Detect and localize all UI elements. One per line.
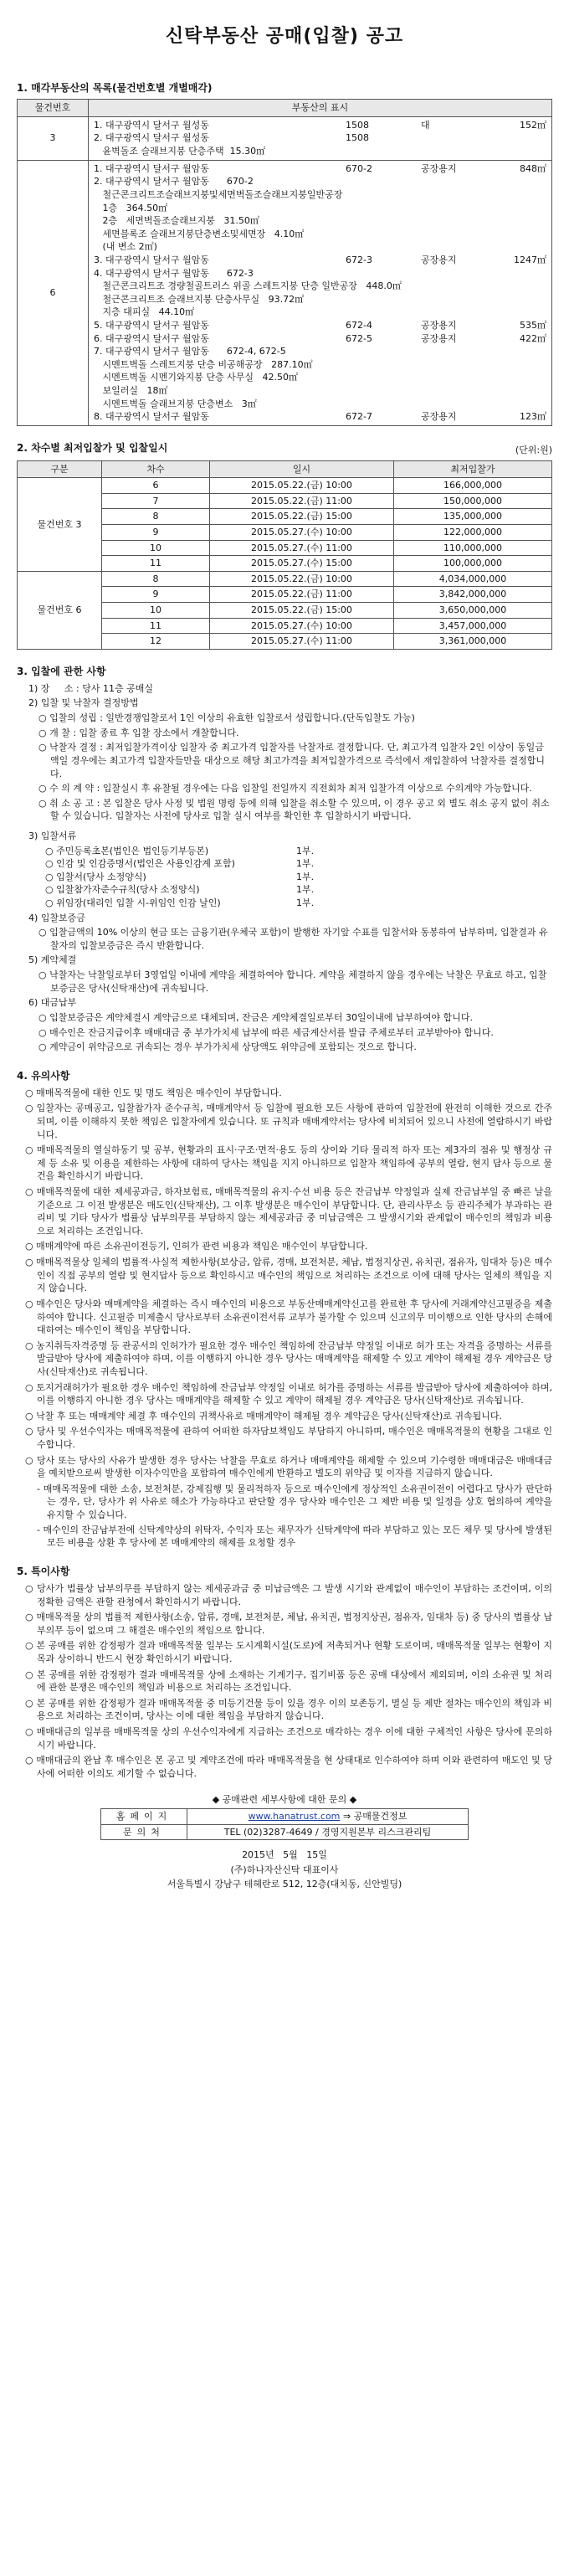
payment-heading: 6) 대금납부 <box>28 997 77 1009</box>
bid-min-price: 3,650,000,000 <box>394 603 552 619</box>
caution-item: ○ 당사 및 우선수익자는 매매목적물에 관하여 어떠한 하자담보책임도 부담하지 아니하며, 매수인은 매매목적물의 현황을 그대로 인수합니다. <box>25 1426 552 1450</box>
building-line: (내 변소 2㎡) <box>94 241 157 253</box>
section-5-title: 5. 특이사항 <box>17 1565 70 1577</box>
company-address: 서울특별시 강남구 테헤란로 512, 12층(대치동, 신안빌딩) <box>167 1879 402 1890</box>
bid-round: 9 <box>102 587 210 603</box>
payment-text: ○ 매수인은 잔금지급이후 매매대금 중 부가가치세 납부에 따른 세금계산서를 발급 주체로부터 교부받아야 합니다. <box>38 1026 494 1038</box>
bid-round: 7 <box>102 493 210 509</box>
lot-no: 1508 <box>346 132 369 144</box>
addr-line: 5. 대구광역시 달서구 월암동 <box>94 320 209 332</box>
bid-rule: ○ 취 소 공 고 : 본 입찰은 당사 사정 및 법원 명령 등에 의해 입찰을 취소할 수 있으며, 이 경우 공고 외 별도 취소 공지 없이 취소할 수 있습니다. 입찰자는 사전에 당사로 입찰 실시 여부를 확인한 후 입찰하시기 바랍니다. <box>38 797 550 822</box>
deposit-heading: 4) 입찰보증금 <box>28 912 85 923</box>
bid-schedule-table <box>17 460 552 650</box>
bid-datetime: 2015.05.22.(금) 15:00 <box>210 509 394 525</box>
lot-no: 1508 <box>346 119 369 131</box>
lot-no: 672-4 <box>346 320 372 332</box>
payment-text: ○ 계약금이 위약금으로 귀속되는 경우 부가가치세 상당액도 위약금에 포함되는 것으로 합니다. <box>38 1041 417 1053</box>
bid-round: 8 <box>102 509 210 525</box>
property-desc <box>89 116 552 160</box>
bid-datetime: 2015.05.22.(금) 15:00 <box>210 603 394 619</box>
land-kind: 공장용지 <box>421 162 457 174</box>
area: 152㎡ <box>520 119 546 131</box>
addr-line: 1. 대구광역시 달서구 월암동 <box>94 162 209 174</box>
company-name: (주)하나자산신탁 대표이사 <box>230 1864 339 1875</box>
lot-no: 670-2 <box>346 162 372 174</box>
addr-line: 7. 대구광역시 달서구 월암동 672-4, 672-5 <box>94 346 286 357</box>
building-line: 세면블록조 슬래브지붕단층변소및세면장 4.10㎡ <box>94 228 305 239</box>
bid-round: 10 <box>102 540 210 556</box>
col-header-datetime: 일시 <box>210 460 394 478</box>
payment-text: ○ 입찰보증금은 계약체결시 계약금으로 대체되며, 잔금은 계약체결일로부터 30일이내에 납부하여야 합니다. <box>38 1011 473 1023</box>
caution-item: ○ 입찰자는 공매공고, 입찰참가자 준수규칙, 매매계약서 등 입찰에 필요한 모든 사항에 관하여 입찰전에 완전히 이해한 것으로 간주되며, 이를 이해하지 못한 책임은 입찰자에게 있습니다. 또 규칙과 매매계약서는 당사에 비치되어 있으니 사전에 열람하시기 바랍니다. <box>25 1103 552 1140</box>
building-line: 보일러실 18㎡ <box>94 385 168 397</box>
building-line: 지층 대피실 44.10㎡ <box>94 306 195 318</box>
special-item: ○ 당사가 법률상 납부의무를 부담하지 않는 제세공과금 중 미납금액은 그 발생 시기와 관계없이 매수인이 부담하는 조건이며, 이의 정확한 금액은 관할 관청에서 확인하시기 바랍니다. <box>25 1582 552 1607</box>
bid-rule: ○ 수 의 계 약 : 입찰실시 후 유찰될 경우에는 다음 입찰일 전일까지 직전회차 최저 입찰가격 이상으로 수의계약 가능합니다. <box>38 783 532 794</box>
lot-no: 672-5 <box>346 332 372 344</box>
bid-min-price: 100,000,000 <box>394 556 552 572</box>
caution-item: ○ 매매목적물의 열실하동기 및 공부, 현황과의 표시·구조·면적·용도 등의 상이와 기타 물리적 하자 또는 제3자의 점유 및 행정상 규제 등 소유 및 이용을 제한하는 사항에 대하여 당사는 책임을 지지 아니하므로 입찰자 책임하에 공부의 열람, 현지 답사 등으로 물건을 확인하시기 바랍니다. <box>25 1144 552 1182</box>
bid-round: 8 <box>102 571 210 587</box>
col-header-min-price: 최저입찰가 <box>394 460 552 478</box>
bid-rule: ○ 입찰의 성립 : 일반경쟁입찰로서 1인 이상의 유효한 입찰로서 성립합니다.(단독입찰도 가능) <box>38 712 415 724</box>
bid-min-price: 135,000,000 <box>394 509 552 525</box>
property-row-3 <box>18 116 552 160</box>
bid-row <box>18 478 552 494</box>
caution-item: ○ 매수인은 당사와 매매계약을 체결하는 즉시 매수인의 비용으로 부동산매매계약신고를 완료한 후 당사에 거래계약신고필증을 제출하여야 합니다. 신고필증 미제출시 당사로부터 소유권이전서류 교부가 불가할 수 있으며 신고의무 미이행으로 인한 당사의 손해에 대하여는 매수인이 책임을 부담합니다. <box>25 1298 552 1336</box>
area: 422㎡ <box>520 332 546 344</box>
bid-method-heading: 2) 입찰 및 낙찰자 결정방법 <box>28 697 139 709</box>
col-header-no: 물건번호 <box>18 100 89 117</box>
contract-heading: 5) 계약체결 <box>28 954 77 966</box>
bid-datetime: 2015.05.27.(수) 11:00 <box>210 540 394 556</box>
land-kind: 공장용지 <box>421 332 457 344</box>
section-1-title: 1. 매각부동산의 목록(물건번호별 개별매각) <box>17 82 213 95</box>
bid-min-price: 166,000,000 <box>394 478 552 494</box>
doc-item: ○ 위임장(대리인 입찰 시-위임인 인감 날인) 1부. <box>45 897 315 909</box>
bid-round: 12 <box>102 634 210 650</box>
addr-line: 1. 대구광역시 달서구 월성동 <box>94 119 209 131</box>
section-4-title: 4. 유의사항 <box>17 1069 70 1082</box>
land-kind: 공장용지 <box>421 320 457 332</box>
building-line: 철근콘크리트조 슬래브지붕 단층사무실 93.72㎡ <box>94 293 305 305</box>
caution-item: ○ 낙찰 후 또는 매매계약 체결 후 매수인의 귀책사유로 매매계약이 해제될 경우 계약금은 당사(신탁재산)로 귀속됩니다. <box>25 1410 503 1422</box>
doc-item: ○ 주민등록초본(법인은 법인등기부등본) 1부. <box>45 845 315 856</box>
page-title: 신탁부동산 공매(입찰) 공고 <box>165 26 404 47</box>
special-item: ○ 매매대금의 일부를 매매목적물 상의 우선수익자에게 지급하는 조건으로 매각하는 경우 이에 대한 구체적인 사항은 당사에 문의하시기 바랍니다. <box>25 1725 552 1751</box>
doc-item: ○ 입찰서(당사 소정양식) 1부. <box>45 871 315 882</box>
bid-datetime: 2015.05.22.(금) 11:00 <box>210 493 394 509</box>
land-kind: 공장용지 <box>421 254 457 265</box>
notice-date: 2015년 5월 15일 <box>242 1849 327 1861</box>
bid-min-price: 150,000,000 <box>394 493 552 509</box>
special-item: ○ 매매목적물 상의 법률적 제한사항(소송, 압류, 경매, 보전처분, 체납, 유치권, 법정지상권, 점유자, 임대차 등) 중 당사의 법률상 납부의무 등이 없으며 그 해결은 매수인의 책임으로 합니다. <box>25 1612 552 1636</box>
bid-min-price: 110,000,000 <box>394 540 552 556</box>
lot-no: 672-7 <box>346 411 372 423</box>
land-kind: 대 <box>421 119 430 131</box>
addr-line: 2. 대구광역시 달서구 월성동 <box>94 132 209 144</box>
bid-datetime: 2015.05.22.(금) 10:00 <box>210 571 394 587</box>
area: 123㎡ <box>520 411 546 423</box>
bid-round: 9 <box>102 524 210 540</box>
contact-table <box>100 1808 469 1840</box>
property-list-table <box>17 99 552 426</box>
special-item: ○ 본 공매를 위한 감정평가 결과 매매목적물 중 미등기건물 등이 있을 경우 이의 보존등기, 멸실 등 제반 절차는 매수인의 책임과 비용으로 처리하는 조건이며, 당사는 이에 대한 책임을 부담하지 않습니다. <box>25 1697 552 1722</box>
property-no: 3 <box>18 116 89 160</box>
building-line: 철근콘크리트조슬래브지붕및세면벽돌조슬래브지붕일반공장 <box>94 188 343 200</box>
lot-no: 672-3 <box>346 254 372 265</box>
addr-line: 6. 대구광역시 달서구 월암동 <box>94 332 209 344</box>
property-desc <box>89 160 552 425</box>
col-header-round: 차수 <box>102 460 210 478</box>
bid-min-price: 122,000,000 <box>394 524 552 540</box>
caution-item: ○ 토지거래허가가 필요한 경우 매수인 책임하에 잔금납부 약정일 이내로 허가를 증명하는 서류를 발급받아 당사에 제출하여야 하며, 이를 이행하지 아니한 경우 당사는 매매계약을 해제할 수 있고 계약이 해제될 경우 계약금은 당사(신탁재산)로 귀속됩니다. <box>25 1381 552 1406</box>
caution-item: ○ 매매목적물에 대한 인도 및 명도 책임은 매수인이 부담합니다. <box>25 1087 282 1098</box>
area: 848㎡ <box>520 162 546 174</box>
contact-value <box>187 1809 469 1825</box>
notice-page <box>17 0 552 1910</box>
bid-docs-heading: 3) 입찰서류 <box>28 830 77 841</box>
special-item: ○ 본 공매를 위한 감정평가 결과 매매목적물 일부는 도시계획시설(도로)에 저촉되거나 현황 도로이며, 매매목적물 일부는 현황이 지목과 상이하니 반드시 현장 확인하시기 바랍니다. <box>25 1640 552 1664</box>
doc-item: ○ 인감 및 인감증명서(법인은 사용인감계 포함) 1부. <box>45 858 315 870</box>
bid-group-label: 물건번호 3 <box>18 478 102 572</box>
land-kind: 공장용지 <box>421 411 457 423</box>
building-line: 시멘트벽돌 시멘기와지붕 단층 사무실 42.50㎡ <box>94 372 298 383</box>
area: 1247㎡ <box>514 254 546 265</box>
property-row-6 <box>18 160 552 425</box>
property-no: 6 <box>18 160 89 425</box>
bid-rule: ○ 낙찰자 결정 : 최저입찰가격이상 입찰자 중 최고가격 입찰자를 낙찰자로 결정합니다. 단, 최고가격 입찰자 2인 이상이 동일금액일 경우에는 최고가격 입찰자들만을 대상으로 해당 최고가격을 최저입찰가격으로 즉석에서 재입찰하여 낙찰자를 결정합니다. <box>38 742 546 779</box>
bid-min-price: 3,842,000,000 <box>394 587 552 603</box>
homepage-path: ⇒ 공매물건정보 <box>340 1811 408 1823</box>
bid-datetime: 2015.05.27.(수) 10:00 <box>210 618 394 634</box>
caution-subitem: - 매매목적물에 대한 소송, 보전처분, 강제집행 및 물리적하자 등으로 매수인에게 정상적인 소유권이전이 어렵다고 당사가 판단하는 경우, 단, 당사가 위 사유로 해소가 가능하다고 판단할 경우 당사와 매수인은 그 제반 비용 및 일정을 상호 협의하여 계약을 유지할 수 있습니다. <box>37 1483 552 1521</box>
addr-line: 3. 대구광역시 달서구 월암동 <box>94 254 209 265</box>
contact-key: 홈페이지 <box>101 1809 187 1825</box>
col-header-desc: 부동산의 표시 <box>89 100 552 117</box>
caution-item: ○ 매매목적물에 대한 제세공과금, 하자보험료, 매매목적물의 유지·수선 비용 등은 잔금납부 약정일과 실제 잔금납부일 중 빠른 날을 기준으로 그 이전 발생분은 매도인(신탁재산), 그 이후 발생분은 매수인이 부담합니다. 단, 관리사무소 등 관리주체가 부과하는 관리비 및 기타 당사가 법률상 납부의무를 부담하지 않는 제세공과금 중 미납금액은 그 발생시기와 관계없이 매수인의 책임과 비용으로 처리하는 조건입니다. <box>25 1186 552 1237</box>
bid-datetime: 2015.05.27.(수) 15:00 <box>210 556 394 572</box>
special-item: ○ 매매대금의 완납 후 매수인은 본 공고 및 계약조건에 따라 매매목적물을 현 상태대로 인수하여야 하며 이와 관련하여 매도인 및 당사에 어떠한 이의도 제기할 수 없습니다. <box>25 1755 552 1779</box>
addr-line: 8. 대구광역시 달서구 월암동 <box>94 411 209 423</box>
building-line: 시멘트벽돌 스레트지붕 단층 비공해공장 287.10㎡ <box>94 358 313 370</box>
bid-round: 11 <box>102 556 210 572</box>
section-3-title: 3. 입찰에 관한 사항 <box>17 665 106 677</box>
contact-key: 문의처 <box>101 1824 187 1840</box>
contact-value: TEL (02)3287-4649 / 경영지원본부 리스크관리팀 <box>187 1824 469 1840</box>
bid-min-price: 3,361,000,000 <box>394 634 552 650</box>
contract-text: ○ 낙찰자는 낙찰일로부터 3영업일 이내에 계약을 체결하여야 합니다. 계약을 체결하지 않을 경우에는 낙찰은 무효로 하고, 입찰보증금은 당사(신탁재산)에 귀속됩니다. <box>38 969 547 994</box>
building-line: 철근콘크리트조 경량철골트러스 위골 스레트지붕 단층 일반공장 448.0㎡ <box>94 280 402 292</box>
bid-rule: ○ 개 찰 : 입찰 종료 후 입찰 장소에서 개찰합니다. <box>38 727 239 738</box>
caution-subitem: - 매수인의 잔금납부전에 신탁계약상의 위탁자, 수익자 또는 채무자가 신탁계약에 따라 부담하고 있는 모든 채무 및 당사에 발생된 모든 비용을 상환 후 당사에 본 매매계약의 해제를 요청할 경우 <box>37 1524 552 1549</box>
bid-round: 11 <box>102 618 210 634</box>
bid-datetime: 2015.05.27.(수) 11:00 <box>210 634 394 650</box>
unit-label: (단위:원) <box>515 444 552 455</box>
caution-item: ○ 농지취득자격증명 등 관공서의 인허가가 필요한 경우 매수인 책임하에 잔금납부 약정일 이내로 허가 또는 자격을 증명하는 서류를 발급받아 당사에 제출하여야 하며, 이를 이행하지 아니한 경우 당사는 매매계약을 해제할 수 있고 계약이 해제될 경우 계약금은 당사(신탁재산)로 귀속됩니다. <box>25 1339 552 1377</box>
bid-docs-list <box>45 845 552 910</box>
deposit-text: ○ 입찰금액의 10% 이상의 현금 또는 금융기관(우체국 포함)이 발행한 자기앞 수표를 입찰서와 동봉하여 납부하며, 입찰결과 유찰자의 입찰보증금은 즉시 반환합니다. <box>38 927 548 951</box>
col-header-group: 구분 <box>18 460 102 478</box>
building-line: 1층 364.50㎡ <box>94 202 168 213</box>
doc-item: ○ 입찰참가자준수규칙(당사 소정양식) 1부. <box>45 884 315 896</box>
section-2-title: 2. 차수별 최저입찰가 및 입찰일시 <box>17 441 168 454</box>
bid-datetime: 2015.05.22.(금) 11:00 <box>210 587 394 603</box>
caution-item: ○ 매매계약에 따른 소유권이전등기, 인허가 관련 비용과 책임은 매수인이 부담합니다. <box>25 1241 368 1252</box>
bid-row <box>18 571 552 587</box>
addr-line: 4. 대구광역시 달서구 월암동 672-3 <box>94 267 254 279</box>
bid-datetime: 2015.05.27.(수) 10:00 <box>210 524 394 540</box>
homepage-link[interactable]: www.hanatrust.com <box>248 1811 341 1823</box>
addr-line: 2. 대구광역시 달서구 월암동 670-2 <box>94 176 254 188</box>
special-item: ○ 본 공매를 위한 감정평가 결과 매매목적물 상에 소재하는 기계기구, 집기비품 등은 공매 대상에서 제외되며, 이의 소유권 및 처리에 관한 분쟁은 매수인의 책임과 비용으로 처리하는 조건입니다. <box>25 1668 552 1694</box>
bid-round: 10 <box>102 603 210 619</box>
building-line: 윤벽돌조 슬래브지붕 단층주택 15.30㎡ <box>94 146 266 157</box>
building-line: 시멘트벽돌 슬래브지붕 단층변소 3㎡ <box>94 398 257 409</box>
building-line: 2층 세면벽돌조슬래브지붕 31.50㎡ <box>94 215 259 227</box>
inquiry-heading: ◆ 공매관련 세부사항에 대한 문의 ◆ <box>212 1794 357 1806</box>
bid-group-label: 물건번호 6 <box>18 571 102 649</box>
caution-item: ○ 매매목적물상 일체의 법률적·사실적 제한사항(보상금, 압류, 경매, 보전처분, 체납, 법정지상권, 유치권, 점유자, 임대차 등)은 매수인이 직접 공부의 열람 및 현지답사 등으로 확인하시고 매수인의 책임으로 처리하는 조건으로 이에 대해 당사는 일체의 책임을 지지 않습니다. <box>25 1257 552 1294</box>
bid-datetime: 2015.05.22.(금) 10:00 <box>210 478 394 494</box>
bid-round: 6 <box>102 478 210 494</box>
bid-min-price: 3,457,000,000 <box>394 618 552 634</box>
bid-min-price: 4,034,000,000 <box>394 571 552 587</box>
caution-item: ○ 당사 또는 당사의 사유가 발생한 경우 당사는 낙찰을 무효로 하거나 매매계약을 해제할 수 있으며 기수령한 매매대금은 매매대금을 예치받으로써 발생한 이자수익만을 포함하여 매수인에게 반환하고 별도의 위약금 및 이자를 지급하지 않습니다. <box>25 1454 552 1479</box>
bid-place: 1) 장 소 : 당사 11층 공매실 <box>28 682 153 694</box>
area: 535㎡ <box>520 320 546 332</box>
